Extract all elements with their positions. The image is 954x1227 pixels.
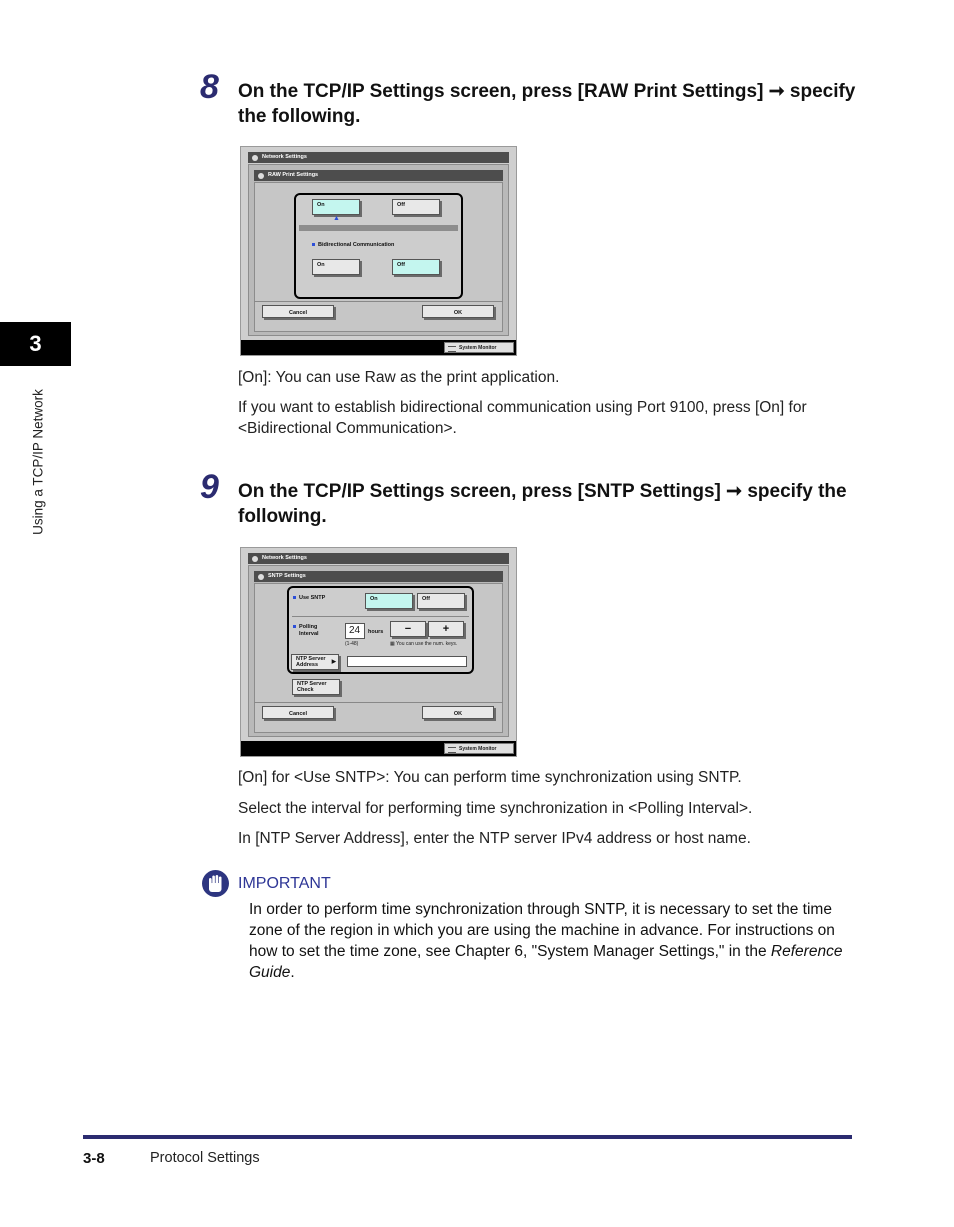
divider bbox=[254, 301, 503, 302]
cancel-button[interactable]: Cancel bbox=[262, 305, 334, 318]
step-8-para-1: [On]: You can use Raw as the print application. bbox=[238, 369, 560, 386]
screen-title: Network Settings bbox=[262, 154, 307, 160]
polling-interval-input[interactable]: 24 bbox=[345, 623, 365, 639]
page-number: 3-8 bbox=[83, 1150, 105, 1167]
raw-print-settings-bar bbox=[254, 170, 503, 181]
screen-subtitle: RAW Print Settings bbox=[268, 172, 319, 178]
increase-button[interactable]: + bbox=[428, 621, 464, 637]
ntp-server-address-input[interactable] bbox=[347, 656, 467, 667]
step-9-para-3: In [NTP Server Address], enter the NTP server IPv4 address or host name. bbox=[238, 830, 751, 847]
reference-guide-title: Reference Guide bbox=[249, 943, 843, 981]
screen-footer bbox=[241, 340, 516, 355]
decrease-button[interactable]: − bbox=[390, 621, 426, 637]
settings-panel bbox=[248, 565, 509, 737]
chevron-right-icon: ▶ bbox=[331, 659, 336, 665]
step-8-number: 8 bbox=[200, 68, 219, 106]
settings-panel bbox=[248, 164, 509, 336]
bidir-on-button[interactable]: On bbox=[312, 259, 360, 275]
ok-button[interactable]: OK bbox=[422, 706, 494, 719]
hand-stop-icon bbox=[202, 870, 229, 897]
screen-footer bbox=[241, 741, 516, 756]
range-label: (1-48) bbox=[345, 641, 359, 647]
footer-section-title: Protocol Settings bbox=[150, 1150, 260, 1166]
back-icon bbox=[258, 173, 264, 179]
sntp-off-button[interactable]: Off bbox=[417, 593, 465, 609]
divider bbox=[299, 225, 458, 231]
network-icon bbox=[252, 155, 258, 161]
divider bbox=[292, 616, 469, 617]
network-icon bbox=[252, 556, 258, 562]
chapter-tab: 3 bbox=[0, 322, 71, 366]
selection-highlight bbox=[287, 586, 474, 674]
keypad-icon: ▦ bbox=[390, 641, 397, 647]
bidir-off-button[interactable]: Off bbox=[392, 259, 440, 275]
sntp-on-button[interactable]: On bbox=[365, 593, 413, 609]
raw-off-button[interactable]: Off bbox=[392, 199, 440, 215]
raw-print-settings-screen bbox=[240, 146, 517, 356]
divider bbox=[254, 702, 503, 703]
important-label: IMPORTANT bbox=[238, 875, 331, 892]
hours-label: hours bbox=[368, 629, 384, 635]
ntp-server-address-button[interactable]: NTP Server Address ▶ bbox=[291, 654, 339, 670]
step-9-para-1: [On] for <Use SNTP>: You can perform time synchronization using SNTP. bbox=[238, 769, 742, 786]
screen-subtitle: SNTP Settings bbox=[268, 573, 306, 579]
step-9-text: On the TCP/IP Settings screen, press [SNTP Settings] ➞ specify the following. bbox=[238, 481, 847, 527]
back-icon bbox=[258, 574, 264, 580]
network-settings-bar bbox=[248, 152, 509, 163]
network-settings-bar bbox=[248, 553, 509, 564]
important-text: In order to perform time synchronization through SNTP, it is necessary to set the time zone of the region in which you are using the machine in advance. For instructions on how to set the time zone, see Chapter 6, "System Manager Settings," in the Reference Guide. bbox=[249, 901, 843, 981]
step-8-text: On the TCP/IP Settings screen, press [RAW Print Settings] ➞ specify the following. bbox=[238, 81, 856, 127]
step-8-para-2: If you want to establish bidirectional communication using Port 9100, press [On] for <Bidirectional Communication>. bbox=[238, 399, 807, 437]
polling-interval-label: Polling Interval bbox=[293, 624, 319, 638]
selected-indicator-icon: ▲ bbox=[333, 215, 340, 222]
selection-highlight bbox=[294, 193, 463, 299]
ok-button[interactable]: OK bbox=[422, 305, 494, 318]
numeric-keys-hint: ▦ You can use the num. keys. bbox=[390, 641, 458, 647]
chapter-side-title: Using a TCP/IP Network bbox=[30, 389, 46, 535]
sntp-settings-screen bbox=[240, 547, 517, 757]
footer-rule bbox=[83, 1135, 852, 1139]
screen-title: Network Settings bbox=[262, 555, 307, 561]
cancel-button[interactable]: Cancel bbox=[262, 706, 334, 719]
use-sntp-label: Use SNTP bbox=[293, 595, 325, 602]
sntp-settings-bar bbox=[254, 571, 503, 582]
system-monitor-button[interactable]: System Monitor bbox=[444, 743, 514, 754]
step-9-number: 9 bbox=[200, 468, 219, 506]
raw-on-button[interactable]: On bbox=[312, 199, 360, 215]
bidirectional-label: Bidirectional Communication bbox=[312, 242, 394, 249]
system-monitor-button[interactable]: System Monitor bbox=[444, 342, 514, 353]
step-9-para-2: Select the interval for performing time synchronization in <Polling Interval>. bbox=[238, 800, 753, 817]
ntp-server-check-button[interactable]: NTP Server Check bbox=[292, 679, 340, 695]
